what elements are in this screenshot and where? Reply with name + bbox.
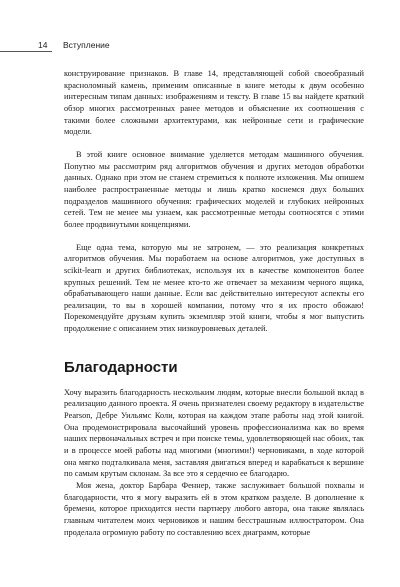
section-name: Вступление <box>63 40 110 50</box>
paragraph: В этой книге основное внимание уделяется методам машинного обучения. Попутно мы рассмотрим ряд алгоритмов обучения и других методов обработки данных. Однако при этом не станем стремиться к полноте изложения. Мы опишем наиболее распространенные методы и лишь кратко коснемся двух больших подразделов машинного обучения: графических моделей и глубоких нейронных сетей. Тем не менее мы узнаем, как рассмотренные методы соотносятся с этими более продвинутыми концепциями. <box>64 149 364 229</box>
page-body <box>64 68 364 538</box>
paragraph: конструирование признаков. В главе 14, представляющей собой своеобразный красноломный камень, применим описанные в книге методы к двум особенно интересным типам данных: изображениям и тексту. В главе 15 вы найдете краткий обзор многих рассмотренных ранее методов и объяснение их соотношения с такими более сложными архитектурами, как нейронные сети и графические модели. <box>64 69 364 137</box>
header-rule <box>0 51 52 52</box>
section-heading: Благодарности <box>64 358 178 376</box>
paragraph: Хочу выразить благодарность нескольким людям, которые внесли большой вклад в реализацию данного проекта. Я очень признателен своему редактору в издательстве Pearson, Дебре Уильямс Коли, которая на каждом этапе работы над этой книгой. Она продемонстрировала высочайший уровень профессионализма как во время наших первоначальных встреч и при поиске темы, удовлетворяющей нас обоих, так и в процессе моей работы над многими (многими!) черновиками, в ходе которой она мягко подталкивала меня, заставляя двигаться вперед и карабкаться к вершине по самым крутым склонам. За все это я сердечно ее благодарю. <box>64 387 364 479</box>
running-head <box>38 40 110 50</box>
paragraph: Еще одна тема, которую мы не затронем, — это реализация конкретных алгоритмов обучения. Мы поработаем на основе алгоритмов, уже доступных в scikit-learn и других библиотеках, используя их в качестве компонентов более крупных решений. Тем не менее кто-то же отвечает за механизм черного ящика, обрабатывающего наши данные. Если вас действительно интересуют аспекты его реализации, то вы в хорошей компании, потому что я их просто обожаю! Порекомендуйте друзьям купить экземпляр этой книги, чтобы я мог выпустить продолжение с описанием этих низкоуровневых деталей. <box>64 242 364 334</box>
paragraph: Моя жена, доктор Барбара Феннер, также заслуживает большой похвалы и благодарности, что я могу выразить ей в этом кратком разделе. В дополнение к бремени, которое приходится нести партнеру любого автора, она также являлась главным читателем моих черновиков и нашим бесстрашным иллюстратором. Она проделала огромную работу по составлению всех диаграмм, которые <box>64 481 364 537</box>
page-number: 14 <box>38 40 48 50</box>
